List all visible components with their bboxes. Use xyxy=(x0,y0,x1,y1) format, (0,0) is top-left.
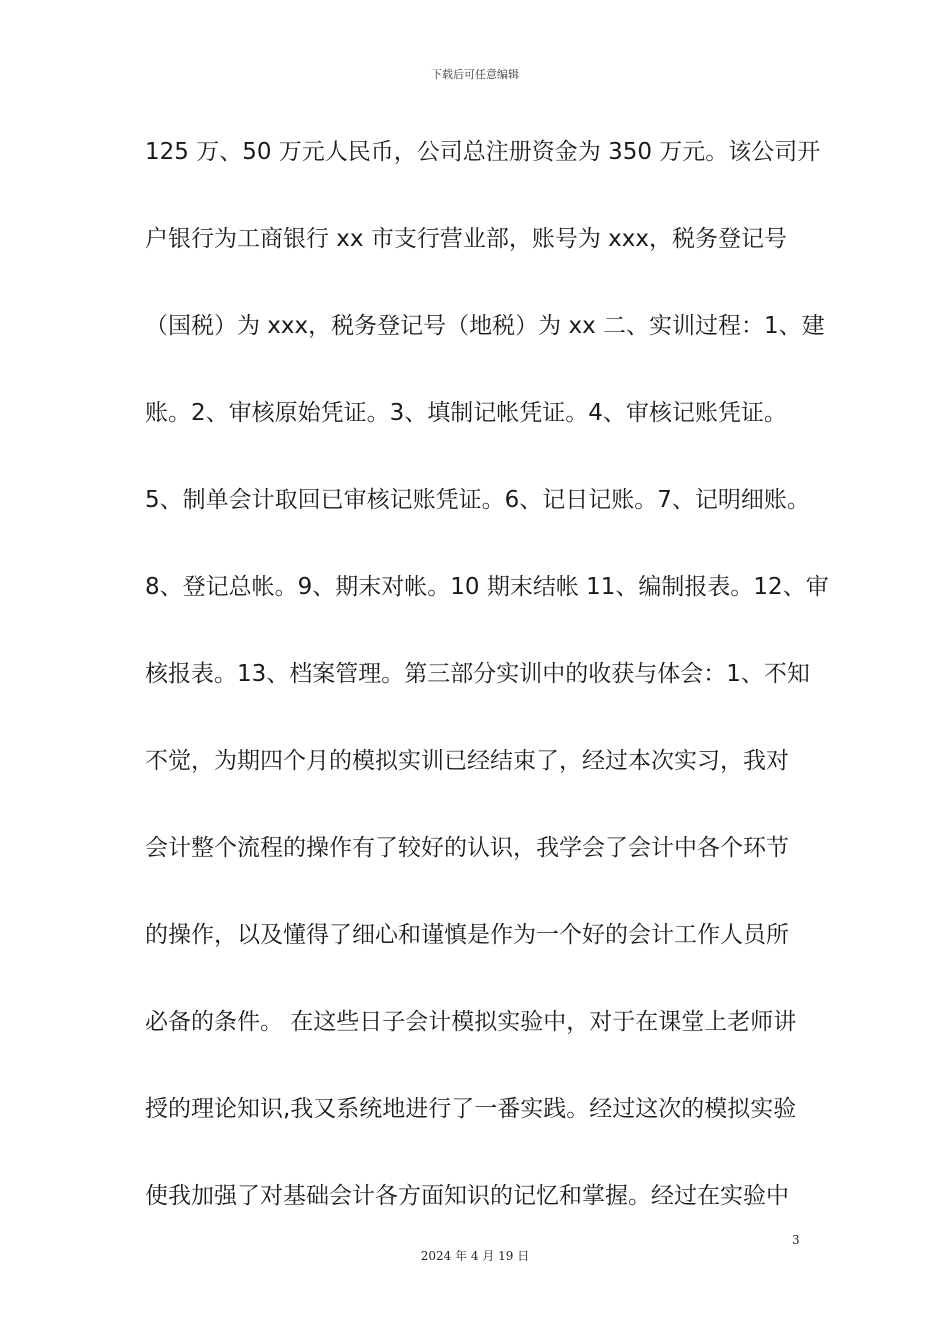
body-line-13: 使我加强了对基础会计各方面知识的记忆和掌握。经过在实验中 xyxy=(145,1183,789,1209)
body-line-9: 会计整个流程的操作有了较好的认识，我学会了会计中各个环节 xyxy=(145,835,789,861)
body-line-8: 不觉，为期四个月的模拟实训已经结束了，经过本次实习，我对 xyxy=(145,748,789,774)
body-line-5: 5、制单会计取回已审核记账凭证。6、记日记账。7、记明细账。 xyxy=(145,487,810,513)
page-header: 下载后可任意编辑 xyxy=(431,68,519,81)
body-line-2: 户银行为工商银行 xx 市支行营业部，账号为 xxx，税务登记号 xyxy=(145,226,787,252)
document-body xyxy=(145,128,829,1259)
body-line-3: （国税）为 xxx，税务登记号（地税）为 xx 二、实训过程：1、建 xyxy=(145,313,825,339)
body-line-7: 核报表。13、档案管理。第三部分实训中的收获与体会：1、不知 xyxy=(145,661,810,687)
body-line-6: 8、登记总帐。9、期末对帐。10 期末结帐 11、编制报表。12、审 xyxy=(145,574,829,600)
body-line-10: 的操作，以及懂得了细心和谨慎是作为一个好的会计工作人员所 xyxy=(145,922,789,948)
body-line-4: 账。2、审核原始凭证。3、填制记帐凭证。4、审核记账凭证。 xyxy=(145,400,787,426)
page-number: 3 xyxy=(792,1233,800,1247)
body-line-11: 必备的条件。 在这些日子会计模拟实验中，对于在课堂上老师讲 xyxy=(145,1009,797,1035)
body-line-1: 125 万、50 万元人民币，公司总注册资金为 350 万元。该公司开 xyxy=(145,139,821,165)
footer-date: 2024 年 4 月 19 日 xyxy=(420,1249,530,1263)
body-line-12: 授的理论知识,我又系统地进行了一番实践。经过这次的模拟实验 xyxy=(145,1096,797,1122)
